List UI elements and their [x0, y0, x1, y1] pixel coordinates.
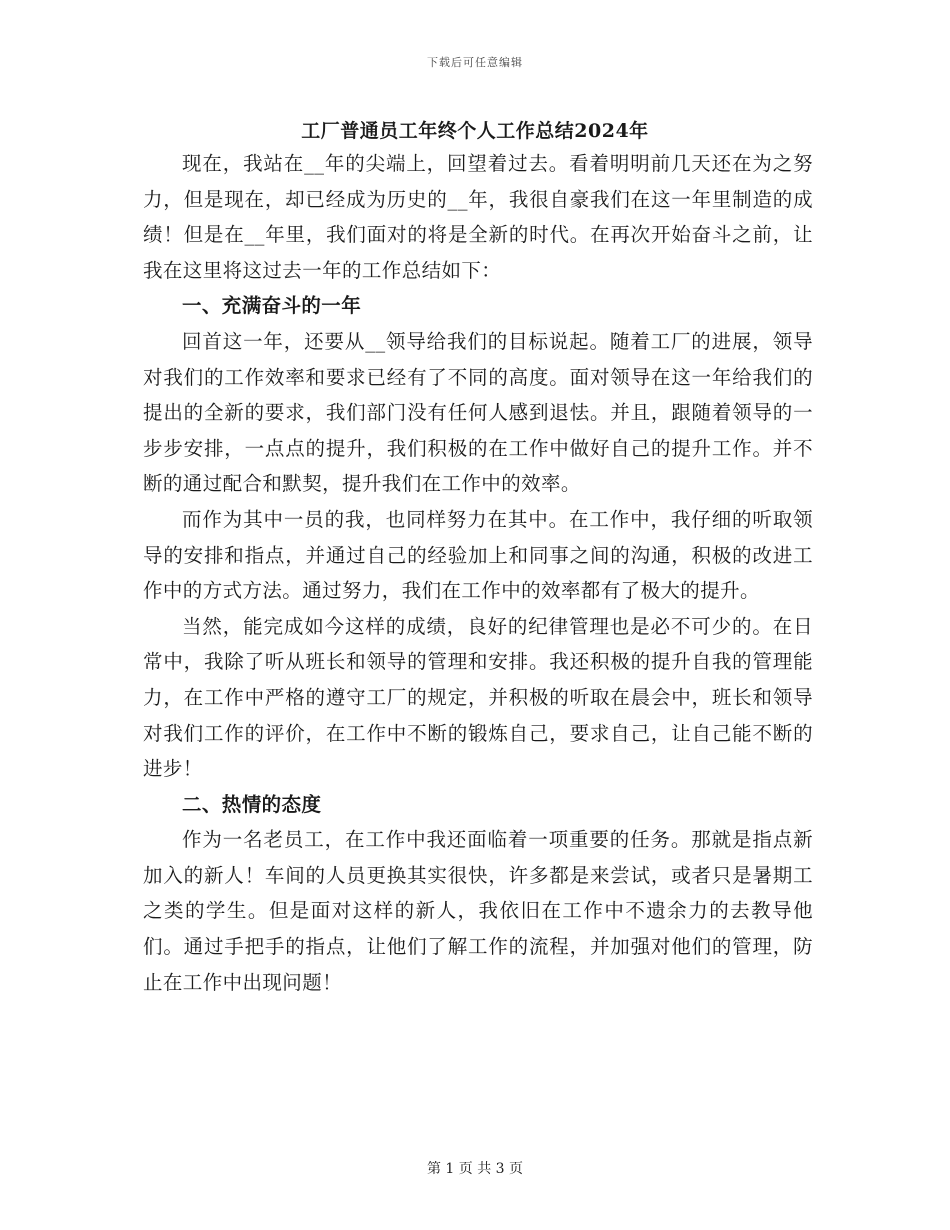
- paragraph-mentoring: 作为一名老员工，在工作中我还面临着一项重要的任务。那就是指点新加入的新人！车间的人员更换其实很快，许多都是来尝试，或者只是暑期工之类的学生。但是面对这样的新人，我依旧在工作中不遗余力的去教导他们。通过手把手的指点，让他们了解工作的流程，并加强对他们的管理，防止在工作中出现问题！: [143, 828, 813, 994]
- paragraph-intro: 现在，我站在__年的尖端上，回望着过去。看着明明前几天还在为之努力，但是现在，却已经成为历史的__年，我很自豪我们在这一年里制造的成绩！但是在__年里，我们面对的将是全新的时代。在再次开始奋斗之前，让我在这里将这过去一年的工作总结如下：: [143, 152, 813, 282]
- page-header-note: 下载后可任意编辑: [427, 56, 523, 69]
- section-heading-2: 二、热情的态度: [182, 792, 322, 816]
- document-body: [143, 146, 813, 1000]
- document-title: 工厂普通员工年终个人工作总结2024年: [301, 120, 649, 142]
- paragraph-goals: 回首这一年，还要从__领导给我们的目标说起。随着工厂的进展，领导对我们的工作效率和要求已经有了不同的高度。面对领导在这一年给我们的提出的全新的要求，我们部门没有任何人感到退怯。并且，跟随着领导的一步步安排，一点点的提升，我们积极的在工作中做好自己的提升工作。并不断的通过配合和默契，提升我们在工作中的效率。: [143, 329, 813, 496]
- page-footer: 第 1 页 共 3 页: [426, 1161, 524, 1177]
- paragraph-personal-effort: 而作为其中一员的我，也同样努力在其中。在工作中，我仔细的听取领导的安排和指点，并通过自己的经验加上和同事之间的沟通，积极的改进工作中的方式方法。通过努力，我们在工作中的效率都有了极大的提升。: [143, 507, 813, 603]
- paragraph-discipline: 当然，能完成如今这样的成绩，良好的纪律管理也是必不可少的。在日常中，我除了听从班长和领导的管理和安排。我还积极的提升自我的管理能力，在工作中严格的遵守工厂的规定，并积极的听取在晨会中，班长和领导对我们工作的评价，在工作中不断的锻炼自己，要求自己，让自己能不断的进步！: [143, 614, 813, 781]
- section-heading-1: 一、充满奋斗的一年: [182, 294, 362, 318]
